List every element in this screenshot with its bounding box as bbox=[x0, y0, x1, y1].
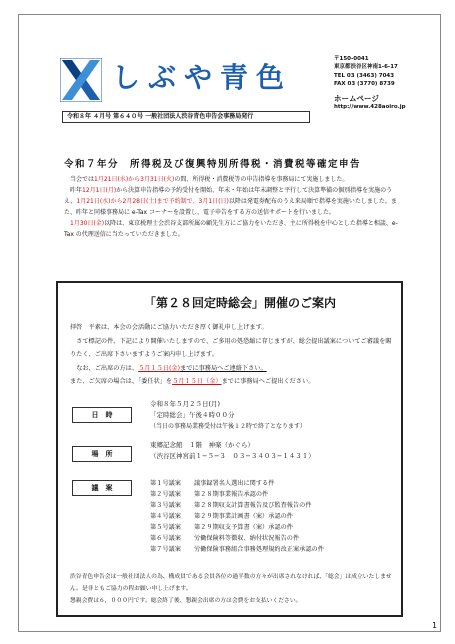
masthead-title: しぶや青色 bbox=[112, 61, 293, 94]
issue-info: 令和８年 ４月号 第６４０号 一般社団法人渋谷青色申告会事務局発行 bbox=[62, 111, 310, 123]
fax-line: FAX 03 (3770) 8739 bbox=[334, 81, 395, 88]
article-paragraph: 当会では1月21日(水)から3月31日(火)の間、所得税・消費税等の申告指導を事務局にて実施しました。 bbox=[70, 176, 349, 183]
agenda-list bbox=[150, 478, 324, 555]
article-headline: 令和７年分 所得税及び復興特別所得税・消費税等確定申告 bbox=[64, 159, 362, 170]
homepage-url[interactable]: http://www.428aoiro.jp bbox=[334, 104, 406, 111]
tel-line: TEL 03 (3463) 7043 bbox=[334, 72, 395, 79]
intro-line: なお、ご出席の方は、５月１５日(金)までに事務局へご連絡下さい。 bbox=[76, 364, 267, 372]
place-label: 場 所 bbox=[72, 446, 132, 462]
logo-icon bbox=[60, 58, 102, 102]
agenda-item: 第３号議案 第２８期収支計算書報告及び監査報告の件 bbox=[150, 502, 312, 509]
agenda-item: 第７号議案 労働保険事務組合事務処理規約改正案承認の件 bbox=[150, 546, 324, 553]
note-line: 懇親会費は６，０００円です。総会終了後、懇親会出席の方は会費をお支払いください。 bbox=[70, 598, 302, 604]
agenda-item: 第５号議案 第２９期収支予算書（案）承認の件 bbox=[150, 524, 293, 531]
meeting-intro bbox=[70, 321, 396, 389]
meeting-title: 「第２８回定時総会」開催のご案内 bbox=[144, 296, 337, 310]
intro-line: また、ご欠席の場合は、「委任状」を５月１５日（金）までに事務局へご提出ください。 bbox=[70, 378, 315, 385]
agenda-item: 第１号議案 議事録署名人選出に関する件 bbox=[150, 480, 275, 487]
meeting-notice bbox=[56, 281, 403, 617]
page-number: 1 bbox=[432, 621, 438, 630]
date-label: 日 時 bbox=[72, 407, 132, 423]
article-paragraph: 1月30日(金)以降は、東京税理士会渋谷支部所属の顧先生方にご協力をいただき、主に所得税を中心とした指導と相談、e-Tax の代理送信に当たっていただきました。 bbox=[64, 220, 398, 238]
intro-line: さて標記の件、下記により開催いたしますので、ご多用の処恐縮に存じますが、総会提出議案についてご審議を賜りたく、ご出席下さいますようご案内申し上げます。 bbox=[70, 337, 392, 358]
intro-line: 拝啓 平素は、本会の会活動にご協力いただき厚く御礼申し上げます。 bbox=[70, 324, 268, 331]
article-paragraph: 昨年12月1日(月)から決算申告指導の予約受付を開始、年末・年始は年末調整と平行して決算準備の個別指導を実施のうえ、1月21日(水)から2月28日(土)まで予約制で、3月1日(日)以降は発電券配布のうえ来局順で指導を実施いたしました。また、昨年と同様事務局に e-Tax コーナーを設置し、電子申告をする方の送信サポートを行いました。 bbox=[64, 187, 397, 216]
postal-code: 〒150-0041 bbox=[334, 56, 369, 62]
date-value: 令和８年５月２５日(月) 「定時総会」午後４時００分 （当日の事務局業務受付は午後１２時で終了となります） bbox=[150, 400, 307, 430]
homepage-label: ホームページ bbox=[334, 93, 379, 103]
address-line: 東京都渋谷区神南1-6-17 bbox=[334, 64, 398, 71]
agenda-item: 第２号議案 第２８期事業報告承認の件 bbox=[150, 491, 269, 498]
note-line: 渋谷青色申告会は一般社団法人の為、構成員である会員各位の過半数の方々が出席されなければ、「総会」は成立いたしません。是非ともご協力の程お願い申し上げます。 bbox=[70, 574, 392, 592]
place-value: 東郷記念館 １階 神楽（かぐら） （渋谷区神宮前１−５−３ ０３−３４０３−１４３１） bbox=[150, 441, 315, 460]
contact-block bbox=[334, 55, 406, 111]
agenda-item: 第６号議案 労働保険料等徴収、納付状況報告の件 bbox=[150, 535, 300, 542]
agenda-label: 議 案 bbox=[72, 480, 132, 496]
article-body bbox=[64, 174, 398, 240]
meeting-notes bbox=[70, 571, 396, 607]
agenda-item: 第４号議案 第２９期事業計画書（案）承認の件 bbox=[150, 513, 293, 520]
